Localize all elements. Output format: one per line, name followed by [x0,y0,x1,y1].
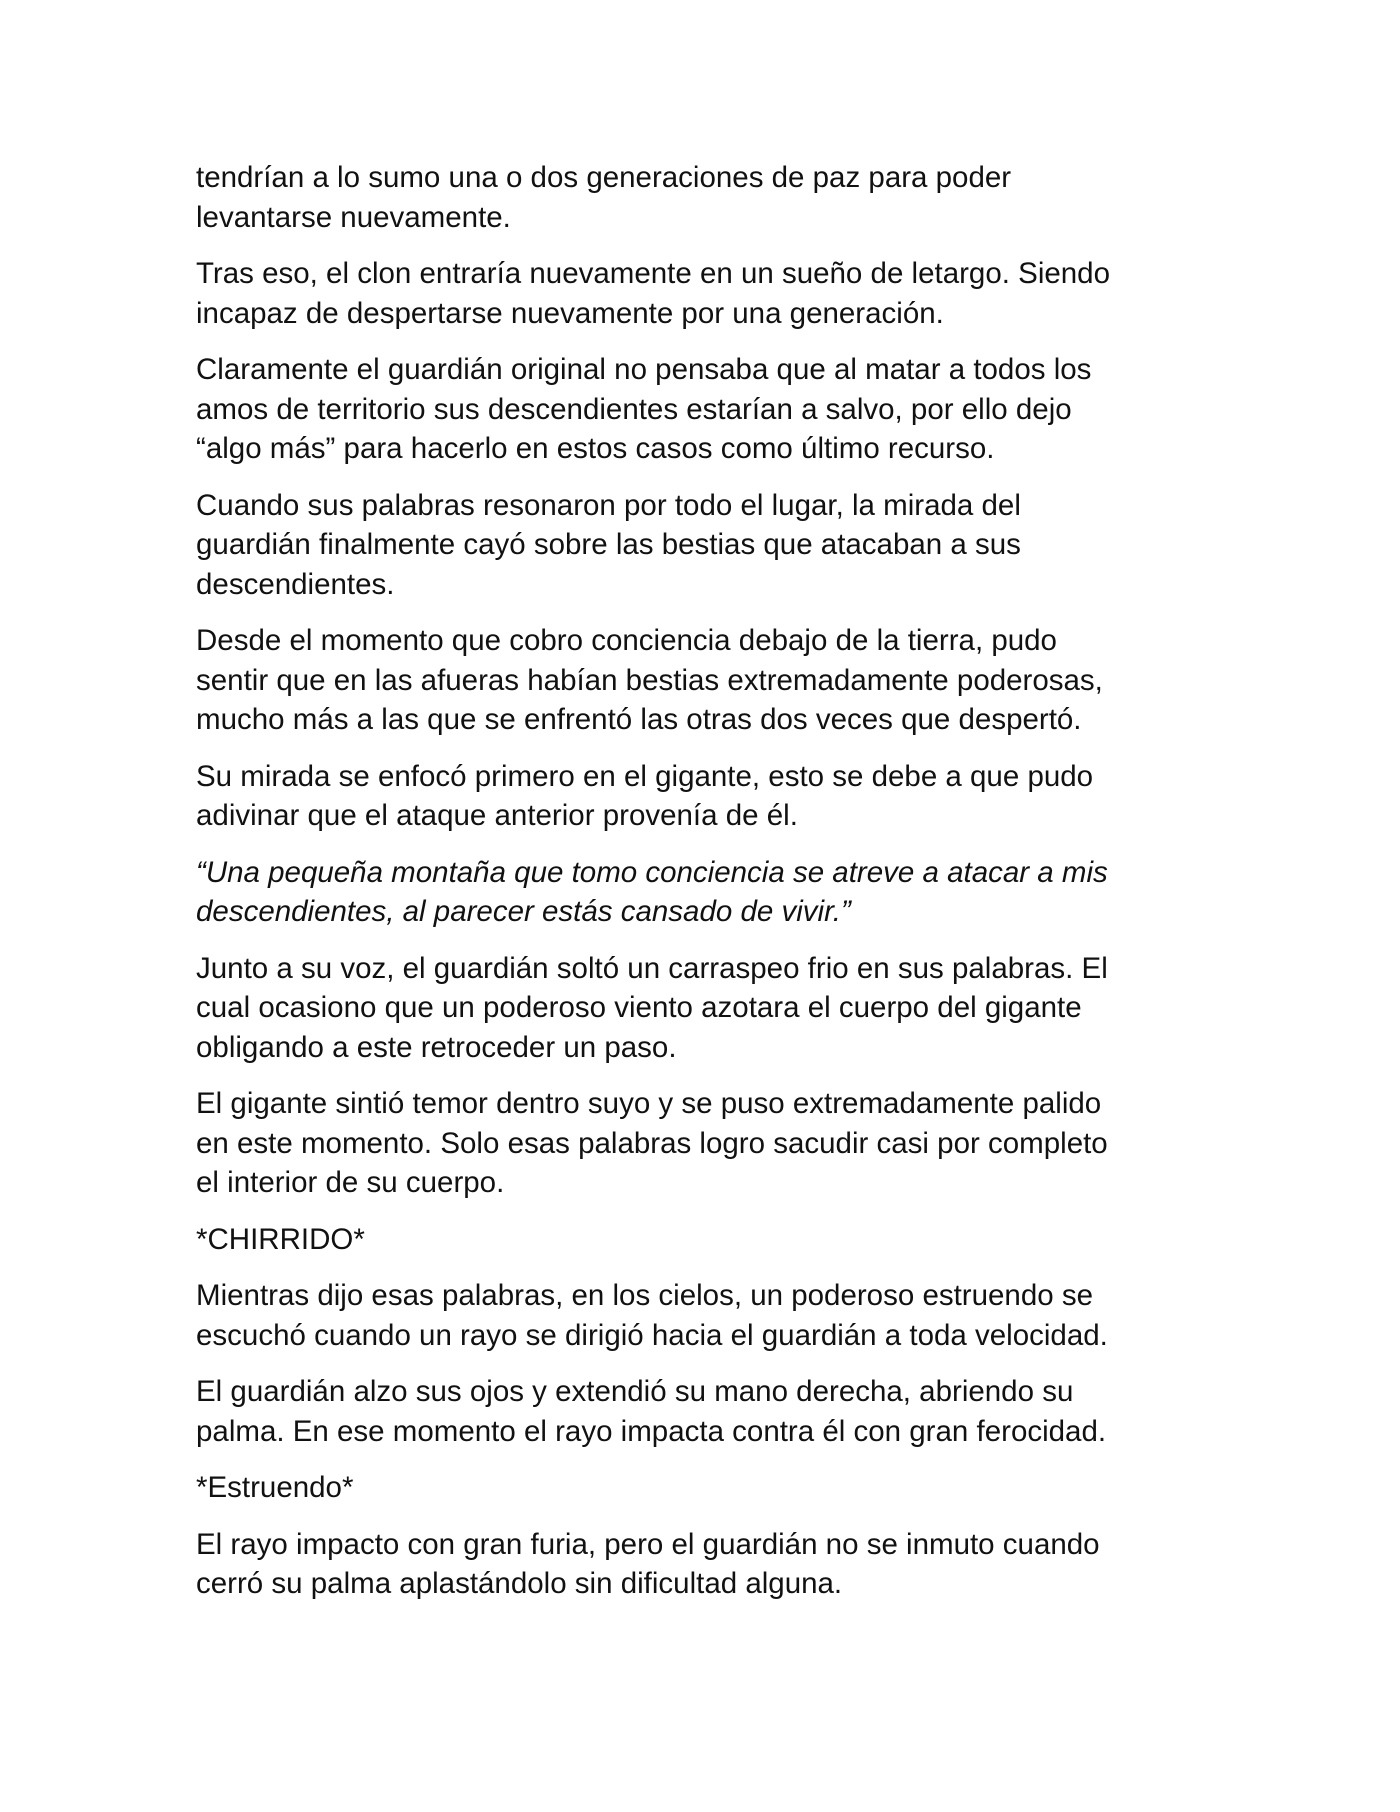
paragraph-2: Tras eso, el clon entraría nuevamente en un sueño de letargo. Siendo incapaz de despertarse nuevamente por una generación. [196,257,1110,330]
paragraph-12: El guardián alzo sus ojos y extendió su mano derecha, abriendo su palma. En ese momento el rayo impacta contra él con gran ferocidad. [196,1375,1107,1448]
paragraph-4: Cuando sus palabras resonaron por todo el lugar, la mirada del guardián finalmente cayó sobre las bestias que atacaban a sus descendientes. [196,488,1021,601]
paragraph-8: Junto a su voz, el guardián soltó un carraspeo frio en sus palabras. El cual ocasiono que un poderoso viento azotara el cuerpo del gigante obligando a este retroceder un paso. [196,951,1108,1064]
paragraph-3: Claramente el guardián original no pensaba que al matar a todos los amos de territorio sus descendientes estarían a salvo, por ello dejo “algo más” para hacerlo en estos casos como último recurso. [196,353,1092,465]
sound-effect-chirrido: *CHIRRIDO* [196,1222,365,1256]
paragraph-6: Su mirada se enfocó primero en el gigante, esto se debe a que pudo adivinar que el ataque anterior provenía de él. [196,759,1094,832]
paragraph-9: El gigante sintió temor dentro suyo y se puso extremadamente palido en este momento. Solo esas palabras logro sacudir casi por completo el interior de su cuerpo. [196,1087,1108,1199]
dialogue-quote: “Una pequeña montaña que tomo conciencia se atreve a atacar a mis descendientes, al parecer estás cansado de vivir.” [196,855,1108,928]
sound-effect-estruendo: *Estruendo* [196,1471,354,1504]
document-page [196,158,1206,1621]
paragraph-1: tendrían a lo sumo una o dos generaciones de paz para poder levantarse nuevamente. [196,161,1012,234]
paragraph-14: El rayo impacto con gran furia, pero el guardián no se inmuto cuando cerró su palma aplastándolo sin dificultad alguna. [196,1527,1100,1600]
paragraph-5: Desde el momento que cobro conciencia debajo de la tierra, pudo sentir que en las afueras habían bestias extremadamente poderosas, mucho más a las que se enfrentó las otras dos veces que despertó. [196,624,1103,736]
paragraph-11: Mientras dijo esas palabras, en los cielos, un poderoso estruendo se escuchó cuando un rayo se dirigió hacia el guardián a toda velocidad. [196,1279,1108,1352]
